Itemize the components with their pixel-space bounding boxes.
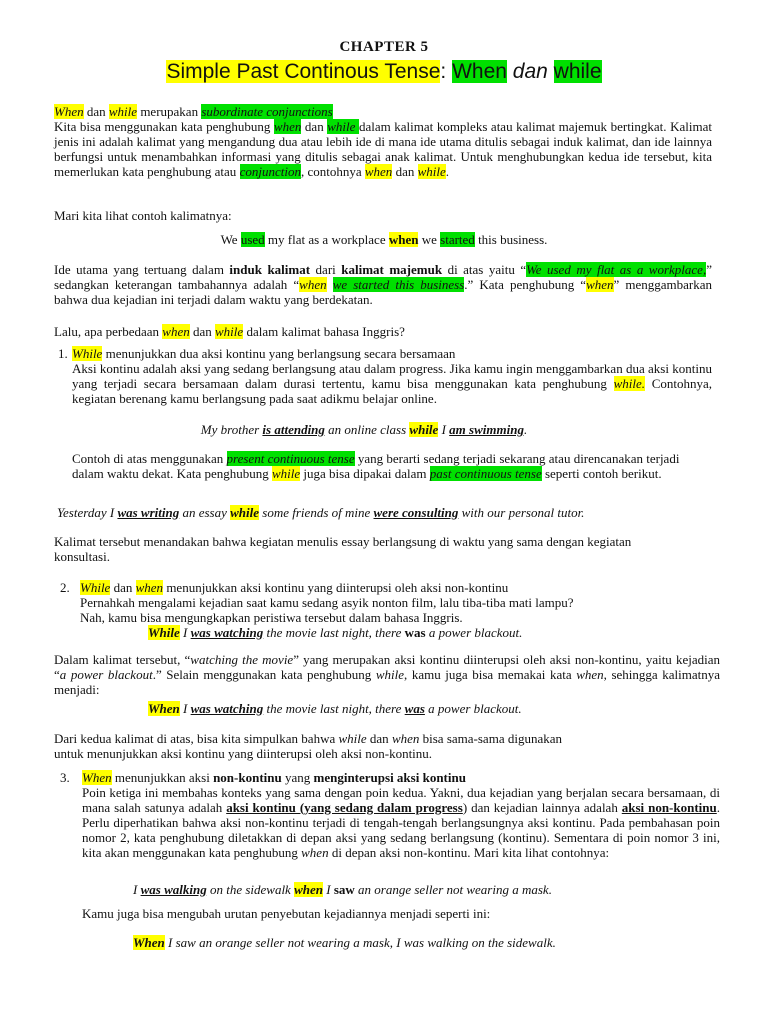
point1-body: Aksi kontinu adalah aksi yang sedang berlangsung atau dalam progress. Jika kamu ingin menggambarkan dua aksi kontinu yang terjadi secara bersamaan dalam durasi tertentu, kamu bisa menggunakan kata penghubung while. Contohnya, kegiatan berenang kamu berlangsung pada saat adikmu belajar online. [72,361,712,406]
point2-number: 2. [60,580,70,595]
title-when: When [452,60,507,83]
explanation-paragraph: Ide utama yang tertuang dalam induk kalimat dari kalimat majemuk di atas yaitu “We used my flat as a workplace,” sedangkan keterangan tambahannya adalah “when we started this business.” Kata penghubung “when” menggambarkan bahwa dua kejadian ini terjadi dalam waktu yang berdekatan. [54,262,712,307]
intro-paragraph: Kita bisa menggunakan kata penghubung when dan while dalam kalimat kompleks atau kalimat majemuk bertingkat. Kalimat jenis ini adalah kalimat yang mengandung dua atau lebih ide di mana ide utama ditulis sebagai induk kalimat, dan ide lainnya berfungsi untuk menambahkan informasi yang ditulis sebagai anak kalimat. Untuk menghubungkan kedua ide tersebut, kita memerlukan kata penghubung atau conjunction, contohnya when dan while. [54,119,712,179]
title-main: Simple Past Continous Tense [166,60,441,83]
point1-conclusion: Kalimat tersebut menandakan bahwa kegiatan menulis essay berlangsung di waktu yang sama dengan kegiatan konsultasi. [54,534,632,564]
point3-example2: When I saw an orange seller not wearing a mask, I was walking on the sidewalk. [133,935,556,950]
point3-paragraph2: Kamu juga bisa mengubah urutan penyebutan kejadiannya menjadi seperti ini: [82,906,491,921]
point3-number: 3. [60,770,70,785]
point2-paragraph: Dalam kalimat tersebut, “watching the movie” yang merupakan aksi kontinu diinterupsi oleh aksi non-kontinu, yaitu kejadian “a power blackout.” Selain menggunakan kata penghubung while, kamu juga bisa memakai kata when, sehingga kalimatnya menjadi: [54,652,721,697]
point2-line2: Pernahkah mengalami kejadian saat kamu sedang asyik nonton film, lalu tiba-tiba mati lampu? [80,595,574,610]
point1-number: 1. [58,346,68,361]
example-sentence-1: We used my flat as a workplace when we started this business. [220,232,548,247]
point2-line3: Nah, kamu bisa mengungkapkan peristiwa tersebut dalam bahasa Inggris. [80,610,463,625]
point2-conclusion-2: untuk menunjukkan aksi kontinu yang diinterupsi oleh aksi non-kontinu. [54,746,433,761]
point1-example: My brother is attending an online class while I am swimming. [200,422,528,437]
title-dan: dan [512,60,548,83]
title-while: while [553,60,602,83]
example-lead: Mari kita lihat contoh kalimatnya: [54,208,232,223]
point3-example: I was walking on the sidewalk when I saw an orange seller not wearing a mask. [133,882,552,897]
point2-heading: While dan when menunjukkan aksi kontinu yang diinterupsi oleh aksi non-kontinu [80,580,509,595]
question-line: Lalu, apa perbedaan when dan while dalam kalimat bahasa Inggris? [54,324,405,339]
point1-paragraph2: Contoh di atas menggunakan present continuous tense yang berarti sedang terjadi sekarang atau direncanakan terjadi dalam waktu dekat. Kata penghubung while juga bisa dipakai dalam past continuous tense seperti contoh berikut. [72,451,680,481]
chapter-heading: CHAPTER 5 [339,39,429,55]
point2-example: While I was watching the movie last night, there was a power blackout. [148,625,523,640]
point3-body: Poin ketiga ini membahas konteks yang sama dengan poin kedua. Yakni, dua kejadian yang berjalan secara bersamaan, di mana salah satunya adalah aksi kontinu (yang sedang dalam progress) dan kejadian lainnya adalah aksi non-kontinu. Perlu diperhatikan bahwa aksi non-kontinu terjadi di tengah-tengah berlangsungnya aksi kontinu. Pada pembahasan poin nomor 2, kata penghubung diletakkan di depan aksi yang sedang berlangsung (kontinu). Sementara di poin nomor 3 ini, kita akan menggunakan kata penghubung when di depan aksi non-kontinu. Mari kita lihat contohnya: [82,785,720,860]
point1-example2: Yesterday I was writing an essay while some friends of mine were consulting with our personal tutor. [57,505,585,520]
page-title: Simple Past Continous Tense: When dan while [166,60,602,83]
point1-heading: While menunjukkan dua aksi kontinu yang berlangsung secara bersamaan [72,346,456,361]
intro-line: When dan while merupakan subordinate conjunctions [54,104,333,119]
point3-heading: When menunjukkan aksi non-kontinu yang menginterupsi aksi kontinu [82,770,466,785]
point2-example2: When I was watching the movie last night, there was a power blackout. [148,701,522,716]
point2-conclusion-1: Dari kedua kalimat di atas, bisa kita simpulkan bahwa while dan when bisa sama-sama digunakan [54,731,562,746]
